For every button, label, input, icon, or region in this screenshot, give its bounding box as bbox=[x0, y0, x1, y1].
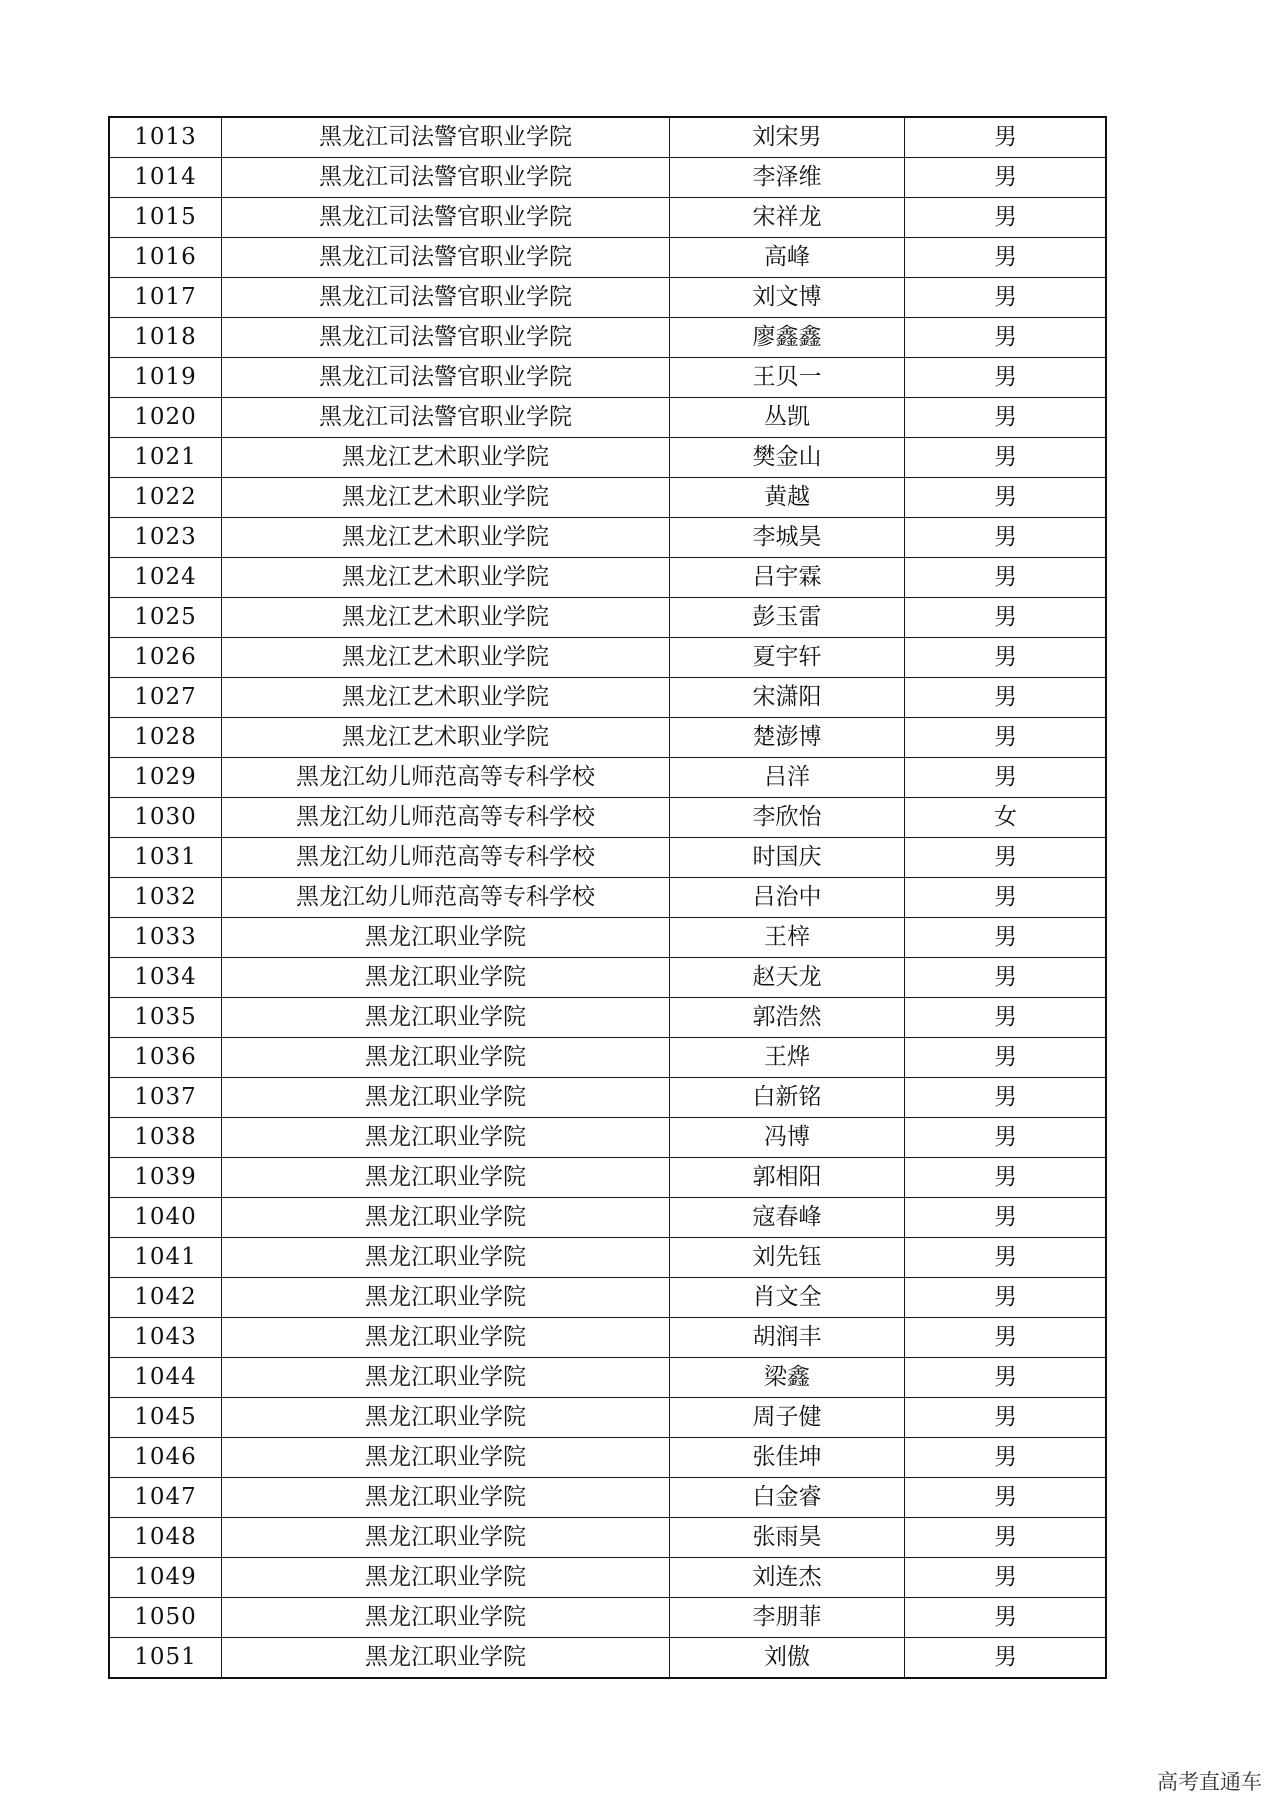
cell-school: 黑龙江司法警官职业学院 bbox=[222, 398, 670, 438]
cell-number: 1034 bbox=[110, 958, 222, 998]
cell-number: 1015 bbox=[110, 198, 222, 238]
cell-student-name: 吕洋 bbox=[670, 758, 905, 798]
cell-gender: 男 bbox=[905, 1198, 1107, 1238]
cell-school: 黑龙江职业学院 bbox=[222, 1478, 670, 1518]
cell-student-name: 刘先钰 bbox=[670, 1238, 905, 1278]
cell-school: 黑龙江职业学院 bbox=[222, 1318, 670, 1358]
cell-number: 1037 bbox=[110, 1078, 222, 1118]
cell-gender: 男 bbox=[905, 1358, 1107, 1398]
roster-table bbox=[109, 117, 1107, 1678]
cell-gender: 男 bbox=[905, 1518, 1107, 1558]
cell-student-name: 张佳坤 bbox=[670, 1438, 905, 1478]
cell-gender: 男 bbox=[905, 318, 1107, 358]
cell-gender: 男 bbox=[905, 758, 1107, 798]
cell-gender: 男 bbox=[905, 718, 1107, 758]
cell-number: 1018 bbox=[110, 318, 222, 358]
cell-number: 1020 bbox=[110, 398, 222, 438]
table-row bbox=[110, 1158, 1107, 1198]
cell-student-name: 王烨 bbox=[670, 1038, 905, 1078]
cell-student-name: 宋潇阳 bbox=[670, 678, 905, 718]
cell-student-name: 张雨昊 bbox=[670, 1518, 905, 1558]
cell-number: 1046 bbox=[110, 1438, 222, 1478]
cell-school: 黑龙江职业学院 bbox=[222, 1358, 670, 1398]
table-row bbox=[110, 798, 1107, 838]
cell-number: 1030 bbox=[110, 798, 222, 838]
cell-gender: 女 bbox=[905, 798, 1107, 838]
table-row bbox=[110, 1558, 1107, 1598]
cell-gender: 男 bbox=[905, 1318, 1107, 1358]
cell-gender: 男 bbox=[905, 838, 1107, 878]
cell-gender: 男 bbox=[905, 1398, 1107, 1438]
cell-student-name: 刘傲 bbox=[670, 1638, 905, 1678]
cell-number: 1023 bbox=[110, 518, 222, 558]
roster-table-body bbox=[110, 118, 1107, 1678]
cell-number: 1042 bbox=[110, 1278, 222, 1318]
cell-student-name: 刘连杰 bbox=[670, 1558, 905, 1598]
cell-student-name: 彭玉雷 bbox=[670, 598, 905, 638]
cell-student-name: 李朋菲 bbox=[670, 1598, 905, 1638]
cell-student-name: 王贝一 bbox=[670, 358, 905, 398]
table-row bbox=[110, 918, 1107, 958]
table-row bbox=[110, 1398, 1107, 1438]
cell-gender: 男 bbox=[905, 1438, 1107, 1478]
cell-school: 黑龙江幼儿师范高等专科学校 bbox=[222, 878, 670, 918]
cell-number: 1019 bbox=[110, 358, 222, 398]
cell-gender: 男 bbox=[905, 1598, 1107, 1638]
cell-school: 黑龙江艺术职业学院 bbox=[222, 678, 670, 718]
cell-number: 1048 bbox=[110, 1518, 222, 1558]
cell-student-name: 刘宋男 bbox=[670, 118, 905, 158]
table-row bbox=[110, 1598, 1107, 1638]
table-row bbox=[110, 1278, 1107, 1318]
cell-number: 1044 bbox=[110, 1358, 222, 1398]
cell-school: 黑龙江艺术职业学院 bbox=[222, 558, 670, 598]
table-row bbox=[110, 478, 1107, 518]
cell-school: 黑龙江艺术职业学院 bbox=[222, 478, 670, 518]
cell-school: 黑龙江幼儿师范高等专科学校 bbox=[222, 838, 670, 878]
cell-school: 黑龙江职业学院 bbox=[222, 958, 670, 998]
cell-student-name: 黄越 bbox=[670, 478, 905, 518]
cell-number: 1036 bbox=[110, 1038, 222, 1078]
table-row bbox=[110, 958, 1107, 998]
cell-student-name: 郭浩然 bbox=[670, 998, 905, 1038]
cell-student-name: 高峰 bbox=[670, 238, 905, 278]
cell-number: 1032 bbox=[110, 878, 222, 918]
cell-school: 黑龙江职业学院 bbox=[222, 1278, 670, 1318]
cell-number: 1050 bbox=[110, 1598, 222, 1638]
table-row bbox=[110, 758, 1107, 798]
cell-gender: 男 bbox=[905, 878, 1107, 918]
table-row bbox=[110, 838, 1107, 878]
cell-school: 黑龙江司法警官职业学院 bbox=[222, 358, 670, 398]
cell-student-name: 廖鑫鑫 bbox=[670, 318, 905, 358]
cell-school: 黑龙江艺术职业学院 bbox=[222, 438, 670, 478]
cell-student-name: 冯博 bbox=[670, 1118, 905, 1158]
cell-school: 黑龙江司法警官职业学院 bbox=[222, 238, 670, 278]
watermark-text: 高考直通车 bbox=[1157, 1770, 1262, 1794]
cell-gender: 男 bbox=[905, 958, 1107, 998]
cell-number: 1043 bbox=[110, 1318, 222, 1358]
cell-gender: 男 bbox=[905, 918, 1107, 958]
cell-student-name: 白金睿 bbox=[670, 1478, 905, 1518]
cell-number: 1027 bbox=[110, 678, 222, 718]
cell-student-name: 李欣怡 bbox=[670, 798, 905, 838]
cell-number: 1014 bbox=[110, 158, 222, 198]
cell-student-name: 吕治中 bbox=[670, 878, 905, 918]
cell-number: 1035 bbox=[110, 998, 222, 1038]
cell-student-name: 夏宇轩 bbox=[670, 638, 905, 678]
cell-school: 黑龙江职业学院 bbox=[222, 1638, 670, 1678]
cell-student-name: 寇春峰 bbox=[670, 1198, 905, 1238]
cell-student-name: 赵天龙 bbox=[670, 958, 905, 998]
cell-school: 黑龙江司法警官职业学院 bbox=[222, 278, 670, 318]
table-row bbox=[110, 1038, 1107, 1078]
cell-gender: 男 bbox=[905, 238, 1107, 278]
cell-student-name: 时国庆 bbox=[670, 838, 905, 878]
cell-student-name: 李城昊 bbox=[670, 518, 905, 558]
cell-gender: 男 bbox=[905, 1078, 1107, 1118]
cell-number: 1045 bbox=[110, 1398, 222, 1438]
cell-student-name: 王梓 bbox=[670, 918, 905, 958]
cell-gender: 男 bbox=[905, 118, 1107, 158]
cell-school: 黑龙江职业学院 bbox=[222, 918, 670, 958]
cell-gender: 男 bbox=[905, 438, 1107, 478]
cell-school: 黑龙江幼儿师范高等专科学校 bbox=[222, 798, 670, 838]
cell-school: 黑龙江职业学院 bbox=[222, 1558, 670, 1598]
table-row bbox=[110, 598, 1107, 638]
table-row bbox=[110, 398, 1107, 438]
cell-school: 黑龙江艺术职业学院 bbox=[222, 638, 670, 678]
cell-gender: 男 bbox=[905, 998, 1107, 1038]
cell-gender: 男 bbox=[905, 638, 1107, 678]
cell-student-name: 李泽维 bbox=[670, 158, 905, 198]
cell-gender: 男 bbox=[905, 1558, 1107, 1598]
cell-school: 黑龙江职业学院 bbox=[222, 1198, 670, 1238]
cell-school: 黑龙江幼儿师范高等专科学校 bbox=[222, 758, 670, 798]
cell-number: 1049 bbox=[110, 1558, 222, 1598]
table-row bbox=[110, 878, 1107, 918]
cell-school: 黑龙江职业学院 bbox=[222, 1158, 670, 1198]
cell-number: 1017 bbox=[110, 278, 222, 318]
cell-number: 1025 bbox=[110, 598, 222, 638]
table-row bbox=[110, 718, 1107, 758]
table-row bbox=[110, 118, 1107, 158]
table-row bbox=[110, 1318, 1107, 1358]
cell-gender: 男 bbox=[905, 158, 1107, 198]
roster-sheet bbox=[109, 117, 1106, 1678]
cell-number: 1039 bbox=[110, 1158, 222, 1198]
cell-school: 黑龙江职业学院 bbox=[222, 1238, 670, 1278]
cell-number: 1040 bbox=[110, 1198, 222, 1238]
table-row bbox=[110, 1198, 1107, 1238]
cell-school: 黑龙江职业学院 bbox=[222, 1078, 670, 1118]
table-row bbox=[110, 1358, 1107, 1398]
table-row bbox=[110, 998, 1107, 1038]
cell-school: 黑龙江职业学院 bbox=[222, 1038, 670, 1078]
cell-gender: 男 bbox=[905, 278, 1107, 318]
cell-number: 1031 bbox=[110, 838, 222, 878]
cell-school: 黑龙江职业学院 bbox=[222, 1398, 670, 1438]
table-row bbox=[110, 318, 1107, 358]
table-row bbox=[110, 1518, 1107, 1558]
table-row bbox=[110, 358, 1107, 398]
cell-number: 1033 bbox=[110, 918, 222, 958]
cell-student-name: 梁鑫 bbox=[670, 1358, 905, 1398]
cell-student-name: 樊金山 bbox=[670, 438, 905, 478]
cell-school: 黑龙江职业学院 bbox=[222, 1518, 670, 1558]
table-row bbox=[110, 678, 1107, 718]
cell-student-name: 胡润丰 bbox=[670, 1318, 905, 1358]
cell-student-name: 丛凯 bbox=[670, 398, 905, 438]
cell-student-name: 白新铭 bbox=[670, 1078, 905, 1118]
table-row bbox=[110, 518, 1107, 558]
table-row bbox=[110, 1478, 1107, 1518]
cell-student-name: 宋祥龙 bbox=[670, 198, 905, 238]
table-row bbox=[110, 198, 1107, 238]
cell-student-name: 肖文全 bbox=[670, 1278, 905, 1318]
cell-number: 1016 bbox=[110, 238, 222, 278]
cell-gender: 男 bbox=[905, 1038, 1107, 1078]
cell-student-name: 郭相阳 bbox=[670, 1158, 905, 1198]
cell-school: 黑龙江艺术职业学院 bbox=[222, 718, 670, 758]
cell-school: 黑龙江艺术职业学院 bbox=[222, 598, 670, 638]
cell-school: 黑龙江司法警官职业学院 bbox=[222, 198, 670, 238]
table-row bbox=[110, 158, 1107, 198]
cell-school: 黑龙江司法警官职业学院 bbox=[222, 158, 670, 198]
cell-gender: 男 bbox=[905, 358, 1107, 398]
cell-gender: 男 bbox=[905, 598, 1107, 638]
cell-number: 1024 bbox=[110, 558, 222, 598]
cell-school: 黑龙江职业学院 bbox=[222, 1118, 670, 1158]
table-row bbox=[110, 1078, 1107, 1118]
cell-number: 1021 bbox=[110, 438, 222, 478]
cell-gender: 男 bbox=[905, 558, 1107, 598]
cell-gender: 男 bbox=[905, 518, 1107, 558]
cell-number: 1041 bbox=[110, 1238, 222, 1278]
table-row bbox=[110, 558, 1107, 598]
cell-school: 黑龙江职业学院 bbox=[222, 998, 670, 1038]
table-row bbox=[110, 438, 1107, 478]
table-row bbox=[110, 1118, 1107, 1158]
cell-number: 1026 bbox=[110, 638, 222, 678]
table-row bbox=[110, 238, 1107, 278]
table-row bbox=[110, 1638, 1107, 1678]
table-row bbox=[110, 278, 1107, 318]
cell-number: 1028 bbox=[110, 718, 222, 758]
cell-number: 1013 bbox=[110, 118, 222, 158]
cell-number: 1038 bbox=[110, 1118, 222, 1158]
cell-gender: 男 bbox=[905, 398, 1107, 438]
cell-school: 黑龙江司法警官职业学院 bbox=[222, 118, 670, 158]
cell-gender: 男 bbox=[905, 1478, 1107, 1518]
cell-school: 黑龙江艺术职业学院 bbox=[222, 518, 670, 558]
cell-student-name: 刘文博 bbox=[670, 278, 905, 318]
cell-gender: 男 bbox=[905, 1238, 1107, 1278]
cell-gender: 男 bbox=[905, 678, 1107, 718]
cell-gender: 男 bbox=[905, 198, 1107, 238]
cell-number: 1029 bbox=[110, 758, 222, 798]
cell-school: 黑龙江职业学院 bbox=[222, 1598, 670, 1638]
cell-number: 1022 bbox=[110, 478, 222, 518]
cell-number: 1051 bbox=[110, 1638, 222, 1678]
cell-number: 1047 bbox=[110, 1478, 222, 1518]
cell-gender: 男 bbox=[905, 1158, 1107, 1198]
cell-school: 黑龙江司法警官职业学院 bbox=[222, 318, 670, 358]
table-row bbox=[110, 1438, 1107, 1478]
table-row bbox=[110, 638, 1107, 678]
cell-school: 黑龙江职业学院 bbox=[222, 1438, 670, 1478]
cell-student-name: 楚澎博 bbox=[670, 718, 905, 758]
cell-student-name: 吕宇霖 bbox=[670, 558, 905, 598]
cell-gender: 男 bbox=[905, 478, 1107, 518]
cell-gender: 男 bbox=[905, 1278, 1107, 1318]
cell-student-name: 周子健 bbox=[670, 1398, 905, 1438]
table-row bbox=[110, 1238, 1107, 1278]
cell-gender: 男 bbox=[905, 1638, 1107, 1678]
cell-gender: 男 bbox=[905, 1118, 1107, 1158]
